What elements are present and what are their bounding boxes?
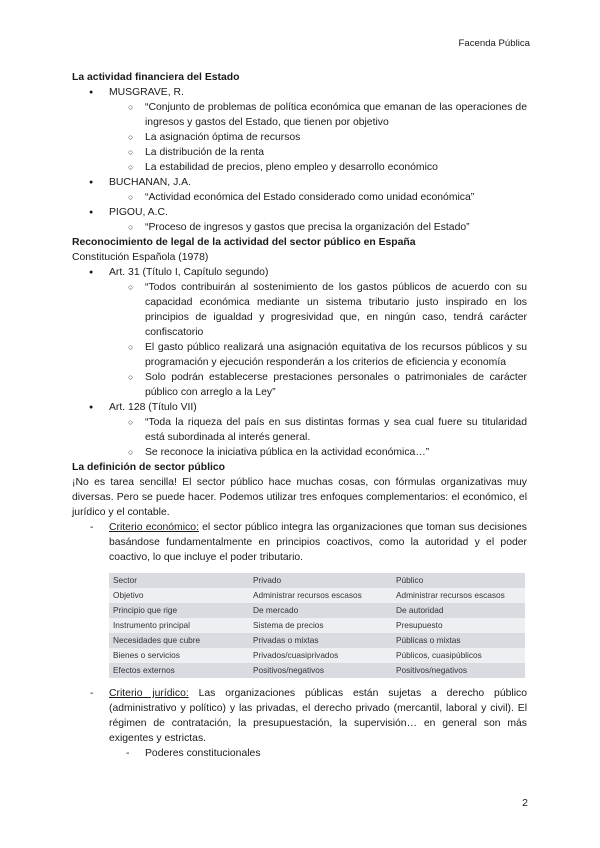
table-row (109, 603, 525, 618)
article-text: ○ “Todos contribuirán al sostenimiento de los gastos públicos de acuerdo con su capacidad económica mediante un sistema tributario justo inspirado en los principios de igualdad y progresividad que, en ningún caso, tendrá carácter confiscatorio (72, 280, 527, 340)
table-cell: Públicas o mixtas (392, 633, 525, 648)
table-cell: Administrar recursos escasos (392, 588, 525, 603)
quote-item: ○ La asignación óptima de recursos (72, 130, 527, 145)
table-cell: Efectos externos (109, 663, 249, 678)
article-text: ○ El gasto público realizará una asignación equitativa de los recursos públicos y su programación y ejecución responderán a los criterios de eficiencia y economía (72, 340, 527, 370)
quote-item: ○ “Actividad económica del Estado considerado como unidad económica” (72, 190, 527, 205)
table-cell: Sistema de precios (249, 618, 392, 633)
running-header: Facenda Pública (458, 38, 530, 49)
quote-item: ○ La estabilidad de precios, pleno empleo y desarrollo económico (72, 160, 527, 175)
criterio-juridico-label: Criterio jurídico: (109, 688, 189, 699)
table-cell: Privado (249, 573, 392, 588)
table-row (109, 663, 525, 678)
page-content (72, 70, 527, 761)
article-text: ○ “Toda la riqueza del país en sus distintas formas y sea cual fuere su titularidad está subordinada al interés general. (72, 415, 527, 445)
table-cell: Públicos, cuasipúblicos (392, 648, 525, 663)
table-cell: Privadas o mixtas (249, 633, 392, 648)
constitution-title: Constitución Española (1978) (72, 252, 209, 263)
intro-paragraph: ¡No es tarea sencilla! El sector público hace muchas cosas, con fórmulas organizativas muy diversas. Pero se puede hacer. Podemos utilizar tres enfoques complementarios: el económico, el jurídico y el contable. (72, 477, 527, 518)
table-cell: Positivos/negativos (249, 663, 392, 678)
table-cell: Sector (109, 573, 249, 588)
table-cell: Principio que rige (109, 603, 249, 618)
table-cell: Necesidades que cubre (109, 633, 249, 648)
table-cell: De autoridad (392, 603, 525, 618)
section-heading-reconocimiento: Reconocimiento de legal de la actividad del sector público en España (72, 237, 416, 248)
author-item: ● BUCHANAN, J.A. (72, 175, 527, 190)
table-cell: Administrar recursos escasos (249, 588, 392, 603)
quote-item: ○ La distribución de la renta (72, 145, 527, 160)
author-item: ● PIGOU, A.C. (72, 205, 527, 220)
author-item: ● MUSGRAVE, R. (72, 85, 527, 100)
criterio-juridico-text: Las organizaciones públicas están sujetas a derecho público (administrativo y político) y las privadas, el derecho privado (mercantil, laboral y civil). El régimen de contratación, la presupuestación, la supervisión… en general son más exigentes y estrictas. (109, 688, 527, 744)
page-number: 2 (522, 797, 528, 809)
table-cell: Público (392, 573, 525, 588)
article-item: ● Art. 31 (Título I, Capítulo segundo) (72, 265, 527, 280)
table-cell: Bienes o servicios (109, 648, 249, 663)
quote-item: ○ “Conjunto de problemas de política económica que emanan de las operaciones de ingresos y gastos del Estado, que tienen por objetivo (72, 100, 527, 130)
table-row (109, 618, 525, 633)
sector-comparison-table (109, 573, 525, 678)
table-row (109, 633, 525, 648)
article-text: ○ Solo podrán establecerse prestaciones personales o patrimoniales de carácter público con arreglo a la Ley” (72, 370, 527, 400)
table-row (109, 648, 525, 663)
table-row (109, 588, 525, 603)
section-heading-definicion: La definición de sector público (72, 462, 225, 473)
criterio-economico-text: el sector público integra las organizaciones que toman sus decisiones basándose fundamentalmente en principios coactivos, como la autoridad y el poder coactivo, lo que incluye el poder tributario. (109, 522, 528, 563)
article-item: ● Art. 128 (Título VII) (72, 400, 527, 415)
table-cell: De mercado (249, 603, 392, 618)
table-cell: Presupuesto (392, 618, 525, 633)
section-heading-actividad: La actividad financiera del Estado (72, 72, 240, 83)
table-cell: Objetivo (109, 588, 249, 603)
table-cell: Instrumento principal (109, 618, 249, 633)
quote-item: ○ “Proceso de ingresos y gastos que precisa la organización del Estado” (72, 220, 527, 235)
table-cell: Privados/cuasiprivados (249, 648, 392, 663)
table-cell: Positivos/negativos (392, 663, 525, 678)
table-row (109, 573, 525, 588)
sub-item: - Poderes constitucionales (72, 746, 527, 761)
article-text: ○ Se reconoce la iniciativa pública en la actividad económica…” (72, 445, 527, 460)
criterio-economico-label: Criterio económico: (109, 522, 199, 533)
criterio-economico (72, 520, 527, 565)
criterio-juridico (72, 686, 527, 746)
